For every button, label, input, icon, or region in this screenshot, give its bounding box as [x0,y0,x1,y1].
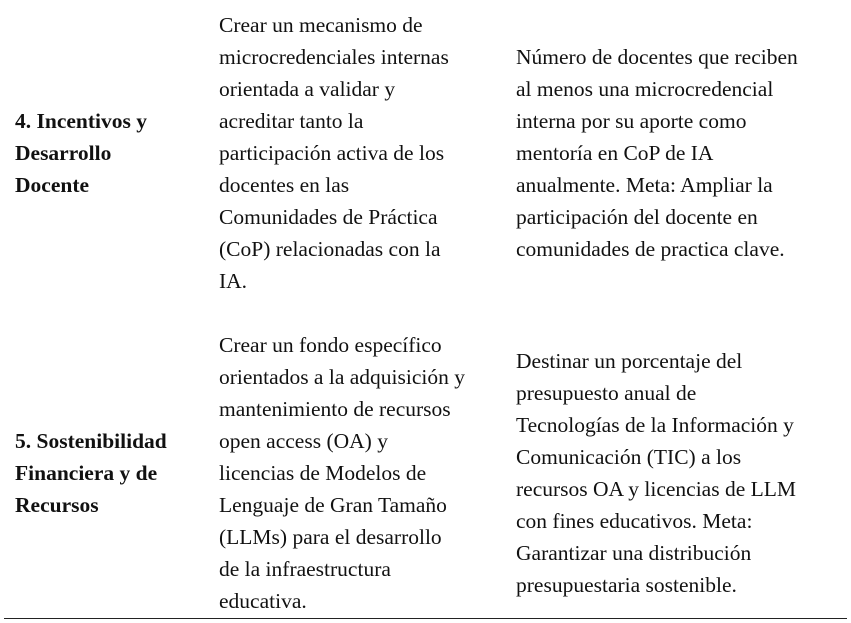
area-line: 5. Sostenibilidad [15,429,167,453]
indicator-line: presupuestaria sostenible. [516,573,737,597]
indicator-cell [516,329,846,617]
indicator-line: Comunicación (TIC) a los [516,445,742,469]
action-line: Comunidades de Práctica [219,205,438,229]
area-line: 4. Incentivos y [15,109,147,133]
indicator-line: interna por su aporte como [516,109,747,133]
action-line: (CoP) relacionadas con la [219,237,441,261]
action-line: educativa. [219,589,307,613]
area-line: Desarrollo [15,141,112,165]
table-row-sostenibilidad [0,329,851,617]
area-cell [15,9,205,297]
action-line: (LLMs) para el desarrollo [219,525,442,549]
indicator-line: mentoría en CoP de IA [516,141,714,165]
action-line: docentes en las [219,173,350,197]
indicator-line: participación del docente en [516,205,758,229]
action-line: IA. [219,269,248,293]
action-line: de la infraestructura [219,557,391,581]
action-line: orientados a la adquisición y [219,365,465,389]
indicator-line: con fines educativos. Meta: [516,509,753,533]
action-cell [219,9,504,297]
action-line: orientada a validar y [219,77,396,101]
area-line: Recursos [15,493,99,517]
indicator-line: Número de docentes que reciben [516,45,798,69]
action-line: participación activa de los [219,141,445,165]
action-line: microcredenciales internas [219,45,449,69]
action-line: open access (OA) y [219,429,388,453]
indicator-line: Tecnologías de la Información y [516,413,794,437]
action-line: licencias de Modelos de [219,461,427,485]
area-cell [15,329,205,617]
table-row-incentivos [0,9,851,297]
action-line: mantenimiento de recursos [219,397,451,421]
indicator-cell [516,9,846,297]
action-line: acreditar tanto la [219,109,364,133]
indicator-line: recursos OA y licencias de LLM [516,477,797,501]
indicator-line: Destinar un porcentaje del [516,349,743,373]
indicator-line: Garantizar una distribución [516,541,752,565]
indicator-line: comunidades de practica clave. [516,237,785,261]
indicator-line: presupuesto anual de [516,381,697,405]
indicator-line: al menos una microcredencial [516,77,774,101]
indicator-line: anualmente. Meta: Ampliar la [516,173,773,197]
area-line: Financiera y de [15,461,158,485]
table-bottom-rule [4,618,847,619]
action-line: Crear un fondo específico [219,333,442,357]
action-line: Crear un mecanismo de [219,13,423,37]
action-line: Lenguaje de Gran Tamaño [219,493,447,517]
area-line: Docente [15,173,90,197]
action-cell [219,329,504,617]
